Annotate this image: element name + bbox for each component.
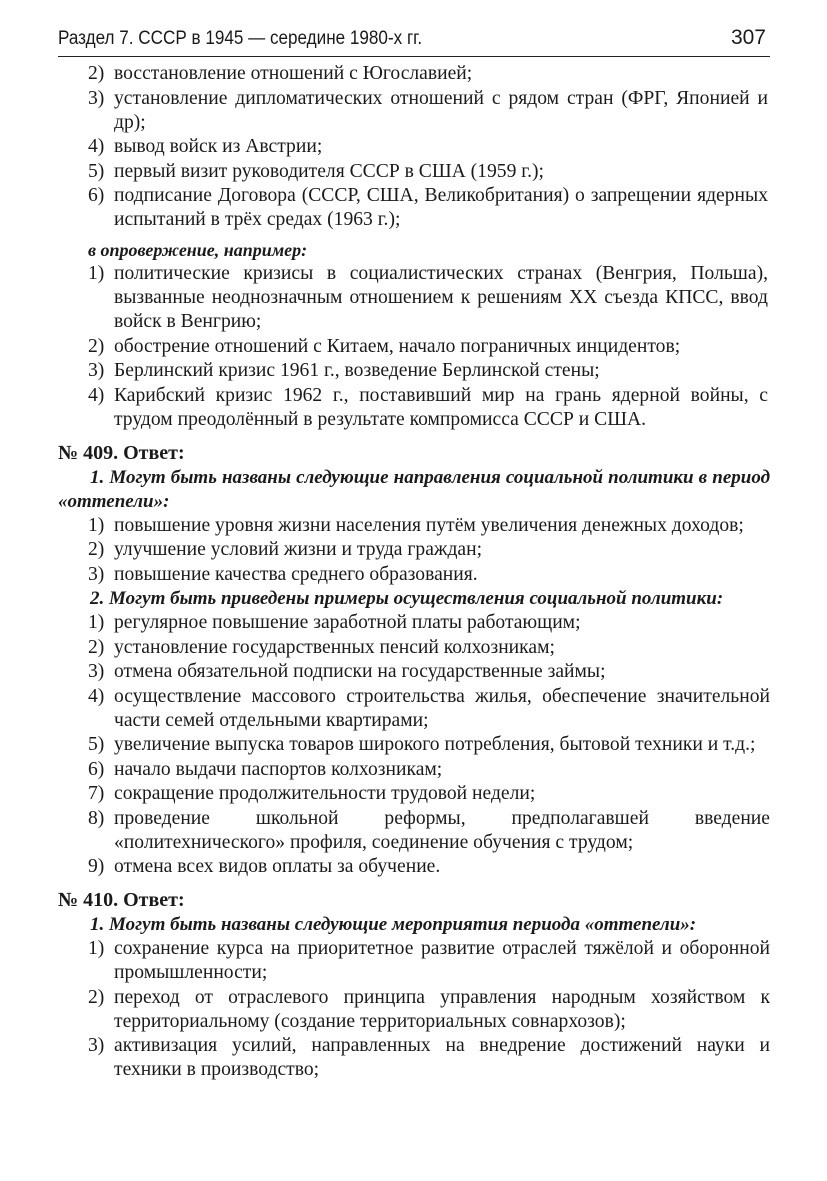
list-item: 6) начало выдачи паспортов колхозникам; <box>88 758 443 780</box>
page-number: 307 <box>730 26 766 49</box>
q410-part1-title: 1. Могут быть названы следующие мероприятия периода «оттепели»: <box>90 914 697 935</box>
list-item: 8) проведение школьной реформы, предполагавшей введение «политехнического» профиля, соединение обучения с трудом; <box>88 807 770 853</box>
running-header <box>58 22 768 56</box>
list-item: 2) переход от отраслевого принципа управления народным хозяйством к территориальному (создание территориальных совнархозов); <box>88 986 770 1032</box>
list-item: 1) сохранение курса на приоритетное развитие отраслей тяжёлой и оборонной промышленности; <box>88 938 770 983</box>
list-item: 2) обострение отношений с Китаем, начало пограничных инцидентов; <box>88 335 681 357</box>
list-item: 3) установление дипломатических отношений с рядом стран (ФРГ, Японией и др); <box>88 87 768 133</box>
q409-part1-list <box>88 514 770 587</box>
question-410-heading: № 410. Ответ: <box>58 889 185 911</box>
list-item: 3) активизация усилий, направленных на внедрение достижений науки и техники в производство; <box>88 1035 770 1080</box>
list-item: 3) повышение качества среднего образования. <box>88 563 478 585</box>
header-rule <box>58 56 770 57</box>
list-item: 1) регулярное повышение заработной платы работающим; <box>88 612 581 633</box>
list-item: 1) политические кризисы в социалистических странах (Венгрия, Польша), вызванные неоднозначным отношением к решениям XX съезда КПСС, ввод войск в Венгрию; <box>88 263 768 332</box>
list-item: 4) вывод войск из Австрии; <box>88 136 323 157</box>
list-item: 4) Карибский кризис 1962 г., поставивший мир на грань ядерной войны, с трудом преодолённый в результате компромисса СССР и США. <box>88 384 768 430</box>
q409-part1-title: 1. Могут быть названы следующие направления социальной политики в период «оттепели»: <box>58 466 770 512</box>
question-409-heading: № 409. Ответ: <box>58 441 185 464</box>
q409-part2-title: 2. Могут быть приведены примеры осуществления социальной политики: <box>90 588 724 609</box>
list-item: 4) осуществление массового строительства жилья, обеспечение значительной части семей отдельными квартирами; <box>88 685 770 731</box>
list-item: 2) улучшение условий жизни и труда граждан; <box>88 539 483 560</box>
q410-part1-list <box>88 937 770 1082</box>
list-item: 3) отмена обязательной подписки на государственные займы; <box>88 661 606 682</box>
list-item: 2) установление государственных пенсий колхозникам; <box>88 636 555 658</box>
list-item: 7) сокращение продолжительности трудовой недели; <box>88 783 536 804</box>
refutation-lead: в опровержение, например: <box>88 240 308 260</box>
list-item: 3) Берлинский кризис 1961 г., возведение Берлинской стены; <box>88 360 600 381</box>
confirmation-list <box>88 62 768 232</box>
list-item: 5) первый визит руководителя СССР в США (1959 г.); <box>88 160 544 182</box>
list-item: 6) подписание Договора (СССР, США, Великобритания) о запрещении ядерных испытаний в трёх средах (1963 г.); <box>88 185 768 230</box>
q409-part2-list <box>88 611 770 879</box>
list-item: 9) отмена всех видов оплаты за обучение. <box>88 856 441 877</box>
list-item: 1) повышение уровня жизни населения путём увеличения денежных доходов; <box>88 514 744 536</box>
list-item: 5) увеличение выпуска товаров широкого потребления, бытовой техники и т.д.; <box>88 734 756 755</box>
refutation-list <box>88 262 768 432</box>
page-content <box>0 62 827 1083</box>
list-item: 2) восстановление отношений с Югославией; <box>88 63 473 84</box>
section-title: Раздел 7. СССР в 1945 — середине 1980-х гг. <box>58 28 423 49</box>
